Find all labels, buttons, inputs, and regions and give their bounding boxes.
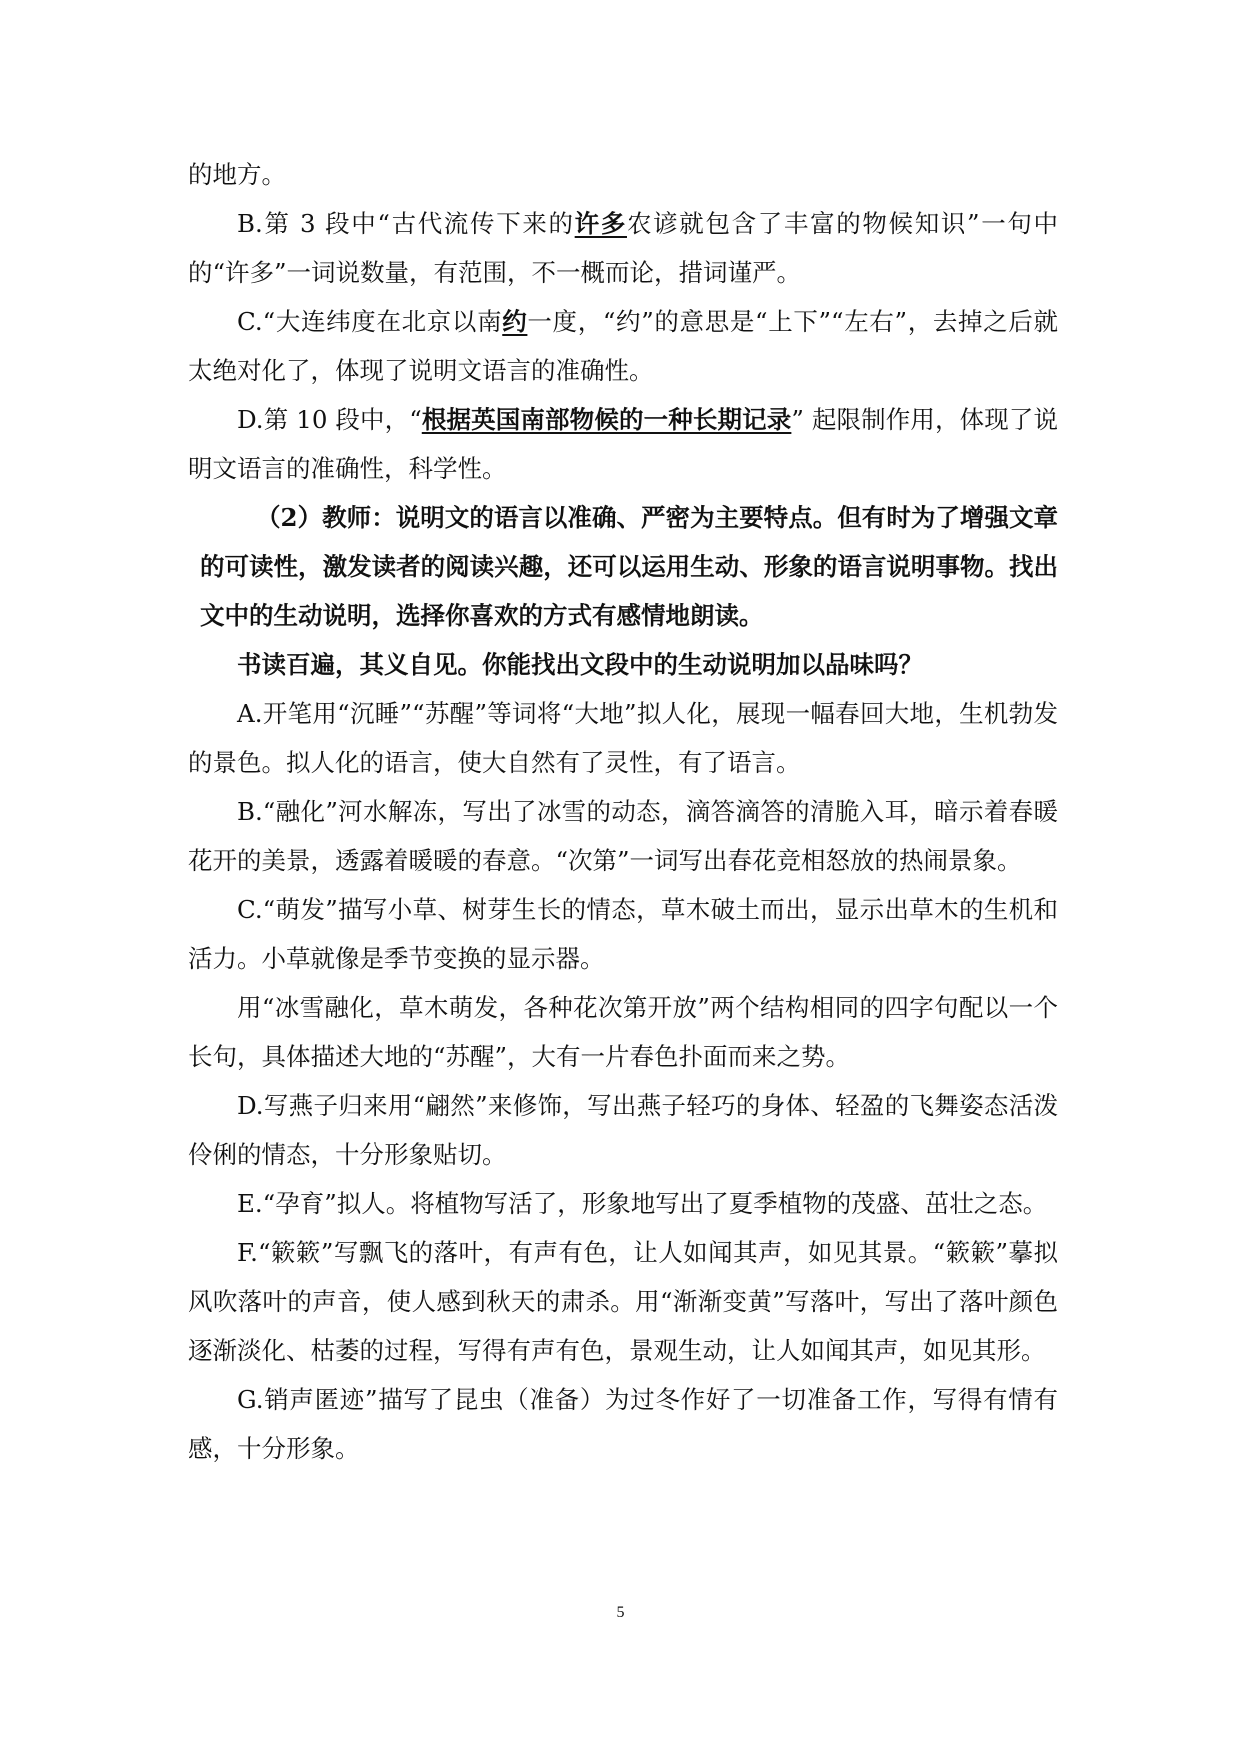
answer-c: C.“萌发”描写小草、树芽生长的情态，草木破土而出，显示出草木的生机和活力。小草就像是季节变换的显示器。 (188, 895, 1058, 973)
answer-a: A.开笔用“沉睡”“苏醒”等词将“大地”拟人化，展现一幅春回大地，生机勃发的景色。拟人化的语言，使大自然有了灵性，有了语言。 (188, 699, 1058, 777)
paragraph-text: B.第 3 段中“古代流传下来的 (237, 209, 575, 238)
paragraph-text: 的地方。 (188, 160, 286, 189)
paragraph-option-c (188, 297, 1058, 395)
paragraph-text: 农谚就包含了丰富的物候知识”一句中的“许多”一词说数量，有范围，不一概而论，措词谨严。 (188, 209, 1058, 287)
teacher-prompt: （2）教师：说明文的语言以准确、严密为主要特点。但有时为了增强文章的可读性，激发读者的阅读兴趣，还可以运用生动、形象的语言说明事物。找出文中的生动说明，选择你喜欢的方式有感情地朗读。 (200, 503, 1058, 630)
answer-g: G.销声匿迹”描写了昆虫（准备）为过冬作好了一切准备工作，写得有情有感，十分形象。 (188, 1385, 1058, 1463)
paragraph-option-b (188, 199, 1058, 297)
paragraph-text: D.第 10 段中，“ (237, 405, 422, 434)
paragraph-text: ” 起限制作用，体现了说明文语言的准确性，科学性。 (188, 405, 1059, 483)
paragraph-text: C.“大连纬度在北京以南 (237, 307, 503, 336)
answer-e: E.“孕育”拟人。将植物写活了，形象地写出了夏季植物的茂盛、茁壮之态。 (237, 1189, 1048, 1218)
answer-f: F.“簌簌”写飘飞的落叶，有声有色，让人如闻其声，如见其景。“簌簌”摹拟风吹落叶的声音，使人感到秋天的肃杀。用“渐渐变黄”写落叶，写出了落叶颜色逐渐淡化、枯萎的过程，写得有声有色，景观生动，让人如闻其声，如见其形。 (188, 1238, 1058, 1365)
paragraph-option-d (188, 395, 1058, 493)
paragraph-text: 一度，“约”的意思是“上下”“左右”，去掉之后就太绝对化了，体现了说明文语言的准确性。 (188, 307, 1058, 385)
underlined-term: 许多 (574, 209, 627, 238)
document-body (188, 150, 1058, 1473)
answer-d: D.写燕子归来用“翩然”来修饰，写出燕子轻巧的身体、轻盈的飞舞姿态活泼伶俐的情态，十分形象贴切。 (188, 1091, 1058, 1169)
underlined-term: 约 (502, 307, 528, 336)
page-number: 5 (616, 1604, 625, 1621)
answer-c-extension: 用“冰雪融化，草木萌发，各种花次第开放”两个结构相同的四字句配以一个长句，具体描述大地的“苏醒”，大有一片春色扑面而来之势。 (188, 993, 1058, 1071)
answer-b: B.“融化”河水解冻，写出了冰雪的动态，滴答滴答的清脆入耳，暗示着春暖花开的美景，透露着暖暖的春意。“次第”一词写出春花竞相怒放的热闹景象。 (188, 797, 1058, 875)
underlined-term: 根据英国南部物候的一种长期记录 (421, 405, 792, 434)
reading-question: 书读百遍，其义自见。你能找出文段中的生动说明加以品味吗？ (237, 650, 923, 679)
paragraph-continuation (188, 150, 1058, 199)
